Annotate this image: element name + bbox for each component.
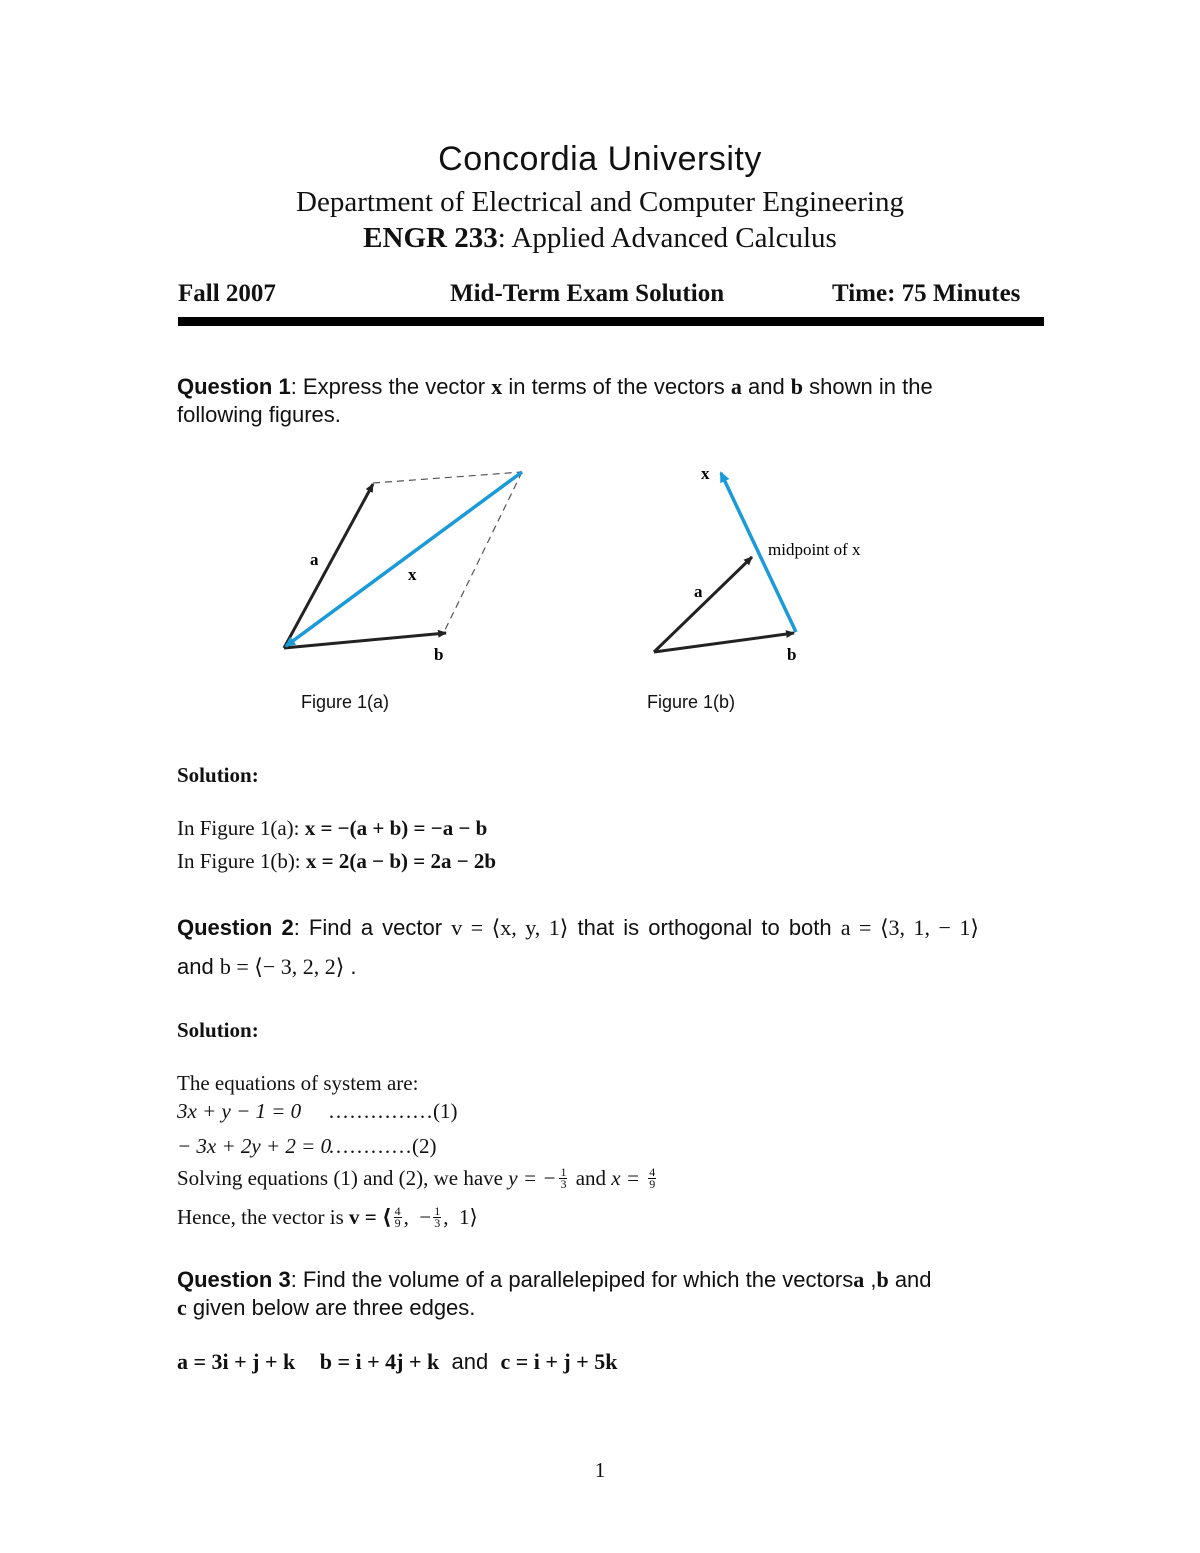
q2-text: .	[344, 954, 357, 979]
fraction	[433, 1203, 441, 1230]
vector-b-def: b = i + 4j + k	[319, 1349, 440, 1374]
solution-text: Hence, the vector is	[177, 1204, 350, 1229]
q1-text: following figures.	[177, 402, 341, 427]
solution-text: , 1⟩	[443, 1204, 478, 1229]
question-2-line-2	[177, 953, 357, 981]
dashed-edge-top	[373, 472, 522, 483]
equation-1: 3x + y − 1 = 0	[177, 1099, 302, 1123]
question-3	[177, 1266, 1037, 1322]
solution-text: In Figure 1(a):	[177, 816, 305, 840]
course-code: ENGR 233	[363, 222, 498, 254]
figure-1b-caption: Figure 1(b)	[647, 692, 736, 712]
fraction	[394, 1203, 402, 1230]
y-value: y = −	[508, 1166, 557, 1190]
university-name: Concordia University	[438, 140, 762, 178]
q3-text: ,	[864, 1267, 877, 1292]
dashed-edge-right	[444, 472, 522, 632]
term: Fall 2007	[178, 280, 276, 307]
q3-text: and	[451, 1349, 489, 1374]
var-x: x	[491, 374, 503, 399]
solution-2-label: Solution:	[177, 1018, 259, 1042]
fig1a-label-a: a	[310, 550, 319, 569]
question-2	[177, 914, 1037, 942]
equation: x = 2(a − b) = 2a − 2b	[305, 849, 497, 873]
vector-c-def: c = i + j + 5k	[500, 1349, 618, 1374]
fig1b-label-a: a	[694, 582, 703, 601]
numerator: 4	[394, 1203, 401, 1218]
course-name: : Applied Advanced Calculus	[497, 222, 837, 254]
solution-text: In Figure 1(b):	[177, 849, 306, 873]
solution-text: Solving equations (1) and (2), we have	[177, 1166, 509, 1190]
vector-b-arrow	[284, 633, 446, 648]
fraction	[559, 1167, 567, 1190]
var-c: c	[177, 1295, 187, 1320]
vector-a-def: a = 3i + j + k	[177, 1349, 296, 1374]
exam-title: Mid-Term Exam Solution	[450, 280, 725, 307]
q1-text: and	[741, 374, 791, 399]
figure-1a	[270, 455, 540, 670]
exam-time: Time: 75 Minutes	[832, 280, 1021, 307]
solution-1-label: Solution:	[177, 763, 259, 787]
solution-text: and	[570, 1166, 612, 1190]
numerator: 4	[649, 1165, 656, 1179]
equation-2: − 3x + 2y + 2 = 0	[177, 1134, 332, 1158]
figure-1b	[640, 455, 900, 670]
solution-text: , −	[403, 1204, 432, 1229]
question-2-label: Question 2	[177, 915, 294, 940]
var-b: b	[790, 374, 804, 399]
var-a: a	[730, 374, 742, 399]
fig1b-label-b: b	[787, 645, 797, 664]
fig1b-label-midpoint: midpoint of x	[768, 540, 861, 559]
vector-a-def: a = ⟨3, 1, − 1⟩	[840, 915, 980, 940]
q1-text: shown in the	[803, 374, 933, 399]
q3-text: given below are three edges.	[186, 1295, 476, 1320]
equation-2-ref: …………(2)	[328, 1134, 437, 1158]
figure-1a-caption: Figure 1(a)	[301, 692, 390, 712]
q2-text: and	[177, 954, 220, 979]
question-3-vectors	[177, 1348, 618, 1376]
denominator: 3	[434, 1215, 441, 1230]
question-1-label: Question 1	[177, 374, 291, 399]
department-name: Department of Electrical and Computer Engineering	[296, 186, 904, 218]
vector-a-arrow	[284, 484, 373, 648]
var-b: b	[876, 1267, 889, 1292]
solution-1-line-1	[177, 816, 487, 841]
fig1a-label-b: b	[434, 645, 444, 664]
q2-text: that is orthogonal to both	[568, 915, 841, 940]
fraction	[648, 1167, 656, 1190]
question-1	[177, 373, 1037, 429]
q2-text: : Find a vector	[293, 915, 452, 940]
q1-text: in terms of the vectors	[502, 374, 731, 399]
header-rule	[178, 317, 1044, 326]
vector-v: v = ⟨	[349, 1205, 392, 1229]
vector-b-def: b = ⟨− 3, 2, 2⟩	[219, 954, 345, 979]
denominator: 9	[394, 1215, 401, 1230]
solution-2-intro: The equations of system are:	[177, 1071, 419, 1095]
solution-2-result	[177, 1166, 659, 1191]
vector-x-arrow	[286, 472, 522, 646]
course-title	[0, 222, 1200, 255]
vector-v-def: v = ⟨x, y, 1⟩	[451, 915, 569, 940]
equation-1-ref: ……………(1)	[328, 1099, 458, 1123]
q1-text: : Express the vector	[290, 374, 492, 399]
fig1a-label-x: x	[408, 565, 417, 584]
q3-text: and	[888, 1267, 932, 1292]
page-number: 1	[594, 1458, 606, 1482]
var-a: a	[853, 1267, 865, 1292]
numerator: 1	[434, 1203, 441, 1218]
vector-a-arrow	[654, 557, 752, 652]
equation: x = −(a + b) = −a − b	[304, 816, 488, 840]
fig1b-label-x: x	[701, 464, 710, 483]
denominator: 3	[560, 1177, 567, 1191]
vector-b-arrow	[654, 633, 794, 652]
solution-1-line-2	[177, 849, 496, 874]
denominator: 9	[649, 1177, 656, 1191]
q3-text: : Find the volume of a parallelepiped for which the vectors	[290, 1267, 854, 1292]
x-value: x =	[611, 1166, 646, 1190]
question-3-label: Question 3	[177, 1267, 291, 1292]
numerator: 1	[560, 1165, 567, 1179]
solution-2-answer	[177, 1204, 478, 1230]
